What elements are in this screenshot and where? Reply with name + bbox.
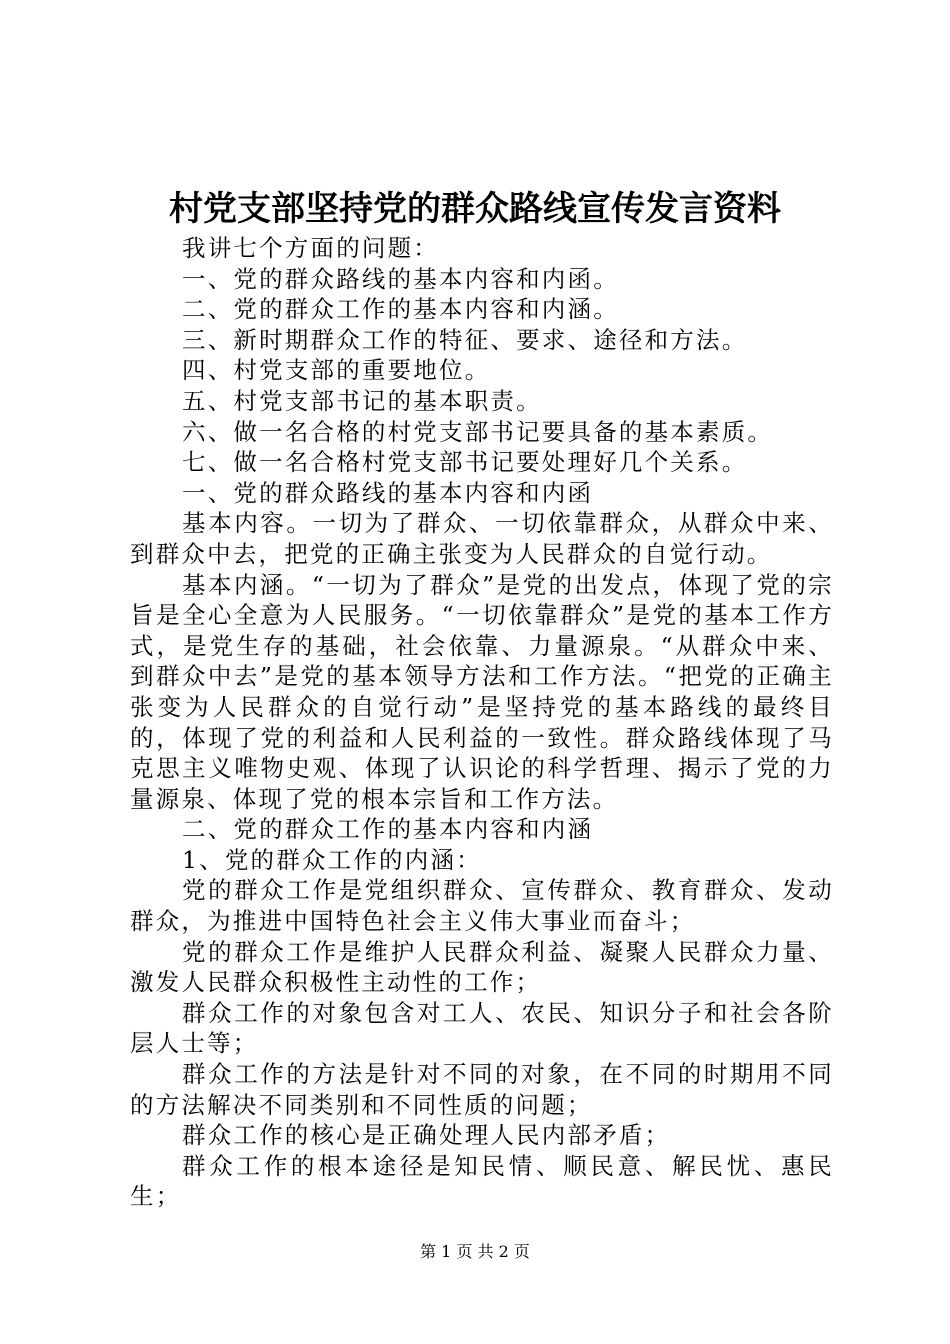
document-title: 村党支部坚持党的群众路线宣传发言资料 — [169, 189, 781, 229]
paragraph: 群众工作的核心是正确处理人民内部矛盾； — [182, 1121, 671, 1150]
document-body — [130, 233, 834, 1212]
paragraph: 群众工作的方法是针对不同的对象，在不同的时期用不同的方法解决不同类别和不同性质的问题； — [130, 1060, 834, 1119]
paragraph: 党的群众工作是党组织群众、宣传群众、教育群众、发动群众，为推进中国特色社会主义伟大事业而奋斗； — [130, 876, 834, 936]
paragraph: 党的群众工作是维护人民群众利益、凝聚人民群众力量、激发人民群众积极性主动性的工作； — [130, 937, 834, 997]
section-heading: 一、党的群众路线的基本内容和内函 — [182, 478, 594, 507]
paragraph: 群众工作的根本途径是知民情、顺民意、解民忧、惠民生； — [130, 1151, 834, 1211]
paragraph: 七、做一名合格村党支部书记要处理好几个关系。 — [182, 448, 748, 477]
paragraph: 四、村党支部的重要地位。 — [182, 356, 491, 385]
paragraph: 群众工作的对象包含对工人、农民、知识分子和社会各阶层人士等； — [130, 998, 834, 1058]
page-footer: 第 1 页 共 2 页 — [420, 1242, 530, 1261]
paragraph: 六、做一名合格的村党支部书记要具备的基本素质。 — [182, 417, 774, 446]
paragraph: 一、党的群众路线的基本内容和内函。 — [182, 264, 619, 293]
subsection-heading: 1、党的群众工作的内涵： — [182, 845, 482, 874]
paragraph: 三、新时期群众工作的特征、要求、途径和方法。 — [182, 325, 748, 354]
paragraph: 基本内涵。“一切为了群众”是党的出发点，体现了党的宗旨是全心全意为人民服务。“一切依靠群众”是党的基本工作方式，是党生存的基础，社会依靠、力量源泉。“从群众中来、到群众中去”是党的基本领导方法和工作方法。“把党的正确主张变为人民群众的自觉行动”是坚持党的基本路线的最终目的，体现了党的利益和人民利益的一致性。群众路线体现了马克思主义唯物史观、体现了认识论的科学哲理、揭示了党的力量源泉、体现了党的根本宗旨和工作方法。 — [130, 570, 834, 813]
paragraph: 基本内容。一切为了群众、一切依靠群众，从群众中来、到群众中去，把党的正确主张变为人民群众的自觉行动。 — [130, 509, 834, 568]
paragraph: 二、党的群众工作的基本内容和内涵。 — [182, 295, 619, 324]
paragraph: 五、村党支部书记的基本职责。 — [182, 386, 542, 415]
paragraph: 我讲七个方面的问题： — [182, 234, 439, 262]
section-heading: 二、党的群众工作的基本内容和内涵 — [182, 815, 594, 844]
